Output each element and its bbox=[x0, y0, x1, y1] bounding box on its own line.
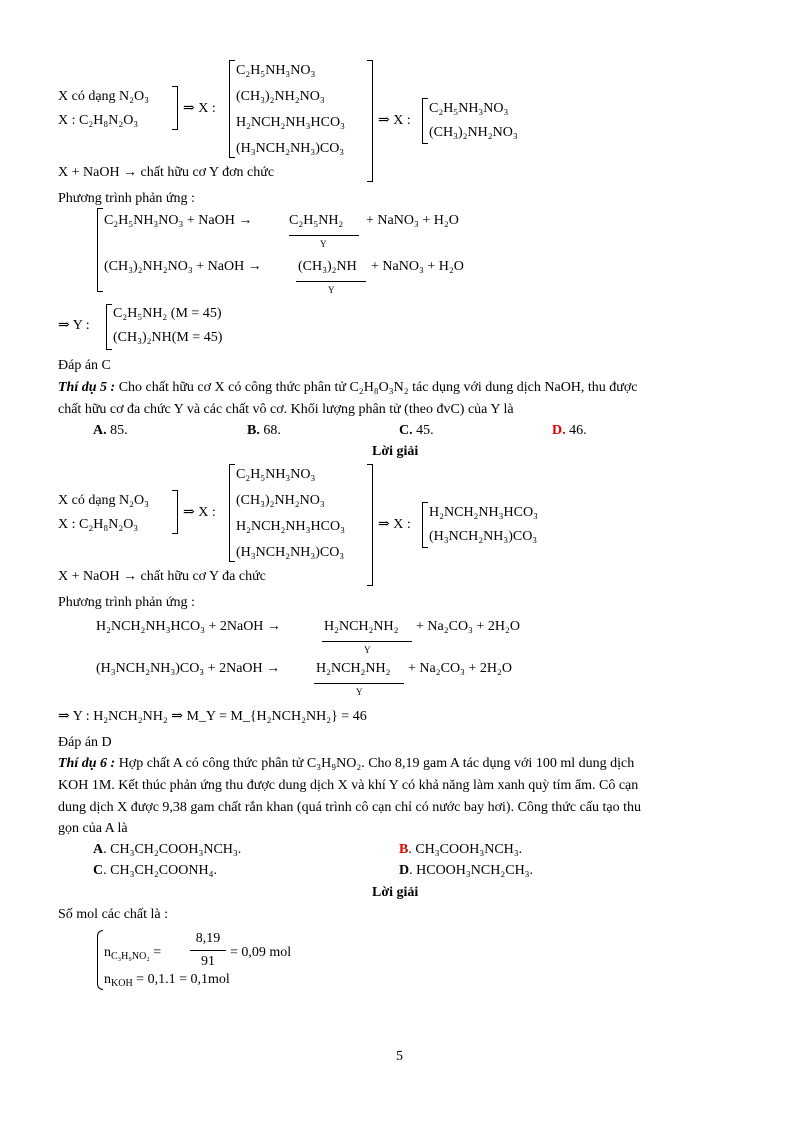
ex5-option-d bbox=[552, 424, 587, 438]
ex4-brace-conds bbox=[172, 86, 178, 130]
ex6-opt-d-text: . HCOOH₃NCH₂CH₃. bbox=[409, 863, 534, 878]
ex6-n1-num: 8,19 bbox=[195, 931, 221, 946]
ex5-eq2-y-label: Y bbox=[356, 687, 363, 697]
ex5-opt-a-key: A. bbox=[93, 423, 107, 438]
ex6-title: Thí dụ 6 : bbox=[58, 756, 116, 771]
ex4-y-arrow: ⇒ Y : bbox=[58, 318, 90, 333]
ex5-opt-b-key: B. bbox=[247, 423, 260, 438]
ex6-mol-label: Số mol các chất là : bbox=[58, 907, 169, 922]
ex5-arrow-x: ⇒ X : bbox=[183, 505, 216, 520]
ex5-eq1-right: + Na₂CO₃ + 2H₂O bbox=[416, 619, 520, 634]
ex4-cand-4: (H₃NCH₂NH₃)CO₃ bbox=[236, 141, 345, 156]
ex5-cand-2: (CH₃)₂NH₂NO₃ bbox=[236, 493, 325, 508]
ex4-eq2-right: + NaNO₃ + H₂O bbox=[371, 259, 464, 274]
ex6-q4: gọn của A là bbox=[58, 821, 128, 836]
ex4-cond1: X có dạng N₂O₃ bbox=[58, 89, 150, 104]
ex5-opt-a-text: 85. bbox=[106, 423, 128, 438]
ex6-n2-sub: KOH bbox=[111, 978, 133, 989]
ex5-question-line1 bbox=[58, 381, 638, 395]
ex5-cond2: X : C₂H₈N₂O₃ bbox=[58, 517, 139, 532]
ex6-n2 bbox=[104, 973, 230, 989]
ex5-conclusion: ⇒ Y : H₂NCH₂NH₂ ⇒ M_Y = M_{H₂NCH₂NH₂} = 46 bbox=[58, 709, 367, 724]
ex5-opt-d-text: 46. bbox=[565, 423, 587, 438]
ex4-result-2: (CH₃)₂NH₂NO₃ bbox=[429, 125, 518, 140]
ex6-q3: dung dịch X được 9,38 gam chất rắn khan (quá trình cô cạn chỉ có nước bay hơi). Công thức cấu tạo thu bbox=[58, 800, 642, 815]
ex4-cand-2: (CH₃)₂NH₂NO₃ bbox=[236, 89, 325, 104]
ex5-result-1: H₂NCH₂NH₃HCO₃ bbox=[429, 505, 538, 520]
ex4-cand-1: C₂H₅NH₃NO₃ bbox=[236, 63, 316, 78]
ex5-eq1-y-label: Y bbox=[364, 645, 371, 655]
ex5-eq2-right: + Na₂CO₃ + 2H₂O bbox=[408, 661, 512, 676]
ex6-opt-c-text: . CH₃CH₂COONH₄. bbox=[103, 863, 217, 878]
ex4-cond3: X + NaOH → chất hữu cơ Y đơn chức bbox=[58, 165, 275, 180]
ex4-pt-label: Phương trình phản ứng : bbox=[58, 191, 195, 206]
ex5-eq1-left: H₂NCH₂NH₃HCO₃ + 2NaOH → bbox=[96, 619, 281, 634]
ex4-y-bracket bbox=[106, 304, 112, 350]
ex4-eq-bracket bbox=[97, 208, 103, 292]
ex5-bracket-cands bbox=[229, 464, 235, 562]
ex6-n2-symbol: n bbox=[104, 972, 111, 987]
ex5-title: Thí dụ 5 : bbox=[58, 380, 116, 395]
ex6-n1-den: 91 bbox=[201, 954, 215, 969]
ex5-brace-conds bbox=[172, 490, 178, 534]
ex5-bracket-result bbox=[422, 502, 428, 548]
ex5-solution-heading: Lời giải bbox=[372, 444, 419, 459]
ex5-brace-big bbox=[367, 464, 373, 586]
ex5-cand-1: C₂H₅NH₃NO₃ bbox=[236, 467, 316, 482]
ex6-opt-c-key: C bbox=[93, 863, 104, 878]
ex5-eq2-y: H₂NCH₂NH₂ bbox=[316, 661, 391, 676]
ex6-q1: Hợp chất A có công thức phân tử C₃H₉NO₂. Cho 8,19 gam A tác dụng với 100 ml dung dịch bbox=[115, 756, 635, 771]
ex6-q2: KOH 1M. Kết thúc phản ứng thu được dung dịch X và khí Y có khả năng làm xanh quỳ tím ẩm. Cô cạn bbox=[58, 778, 639, 793]
ex4-bracket-cands bbox=[229, 60, 235, 158]
ex4-eq2-left: (CH₃)₂NH₂NO₃ + NaOH → bbox=[104, 259, 262, 274]
ex6-option-d bbox=[399, 864, 533, 878]
ex4-arrow-x2: ⇒ X : bbox=[378, 113, 411, 128]
ex4-brace-big bbox=[367, 60, 373, 182]
ex5-result-2: (H₃NCH₂NH₃)CO₃ bbox=[429, 529, 538, 544]
ex5-option-b bbox=[247, 424, 281, 438]
ex4-bracket-result bbox=[422, 98, 428, 144]
ex6-opt-b-key: B bbox=[399, 842, 409, 857]
ex5-eq2-underbrace bbox=[314, 679, 404, 684]
ex5-opt-c-key: C. bbox=[399, 423, 413, 438]
ex6-opt-a-key: A bbox=[93, 842, 104, 857]
ex4-eq1-y-label: Y bbox=[320, 239, 327, 249]
ex4-answer: Đáp án C bbox=[58, 358, 111, 373]
ex6-n1-fracbar bbox=[190, 950, 226, 951]
ex5-cand-3: H₂NCH₂NH₃HCO₃ bbox=[236, 519, 345, 534]
ex6-n1-sub: C₃H₉NO₂ bbox=[111, 951, 150, 962]
ex6-option-b bbox=[399, 843, 522, 857]
ex5-eq1-y: H₂NCH₂NH₂ bbox=[324, 619, 399, 634]
ex5-option-a bbox=[93, 424, 128, 438]
ex6-question-line1 bbox=[58, 757, 634, 771]
ex6-opt-d-key: D bbox=[399, 863, 410, 878]
ex5-answer: Đáp án D bbox=[58, 735, 112, 750]
ex5-opt-b-text: 68. bbox=[259, 423, 281, 438]
ex4-eq1-right: + NaNO₃ + H₂O bbox=[366, 213, 459, 228]
ex4-y1: C₂H₅NH₂ (M = 45) bbox=[113, 306, 222, 321]
ex6-option-a bbox=[93, 843, 241, 857]
ex5-opt-d-key: D. bbox=[552, 423, 566, 438]
ex5-cond3: X + NaOH → chất hữu cơ Y đa chức bbox=[58, 569, 266, 584]
ex4-eq1-underbrace bbox=[289, 231, 359, 236]
ex4-eq2-underbrace bbox=[296, 277, 366, 282]
ex4-cond2: X : C₂H₈N₂O₃ bbox=[58, 113, 139, 128]
ex5-eq2-left: (H₃NCH₂NH₃)CO₃ + 2NaOH → bbox=[96, 661, 281, 676]
ex4-arrow-x: ⇒ X : bbox=[183, 101, 216, 116]
ex5-cand-4: (H₃NCH₂NH₃)CO₃ bbox=[236, 545, 345, 560]
ex6-opt-b-text: . CH₃COOH₃NCH₃. bbox=[408, 842, 523, 857]
ex6-mol-brace bbox=[97, 930, 103, 990]
ex5-opt-c-text: 45. bbox=[412, 423, 434, 438]
ex6-n2-rhs: = 0,1.1 = 0,1mol bbox=[132, 972, 230, 987]
ex4-eq2-y-label: Y bbox=[328, 285, 335, 295]
ex6-solution-heading: Lời giải bbox=[372, 885, 419, 900]
ex6-option-c bbox=[93, 864, 217, 878]
ex5-option-c bbox=[399, 424, 434, 438]
ex5-eq1-underbrace bbox=[322, 637, 412, 642]
ex5-pt-label: Phương trình phản ứng : bbox=[58, 595, 195, 610]
ex5-question-2: chất hữu cơ đa chức Y và các chất vô cơ. Khối lượng phân tử (theo đvC) của Y là bbox=[58, 402, 514, 417]
ex6-n1-lhs: $n_{C_3H_9NO_2}$ = bbox=[104, 945, 162, 962]
ex5-arrow-x2: ⇒ X : bbox=[378, 517, 411, 532]
ex4-result-1: C₂H₅NH₃NO₃ bbox=[429, 101, 509, 116]
ex6-n1-symbol: n bbox=[104, 945, 111, 960]
ex6-n1-rhs: = 0,09 mol bbox=[230, 945, 292, 960]
ex4-y2: (CH₃)₂NH(M = 45) bbox=[113, 330, 223, 345]
ex5-question-1: Cho chất hữu cơ X có công thức phân tử C₂H₈O₃N₂ tác dụng với dung dịch NaOH, thu được bbox=[115, 380, 638, 395]
ex4-eq2-y: (CH₃)₂NH bbox=[298, 259, 357, 274]
ex4-eq1-left: C₂H₅NH₃NO₃ + NaOH → bbox=[104, 213, 253, 228]
page-number: 5 bbox=[396, 1049, 403, 1064]
ex5-cond1: X có dạng N₂O₃ bbox=[58, 493, 150, 508]
ex4-cand-3: H₂NCH₂NH₃HCO₃ bbox=[236, 115, 345, 130]
ex6-opt-a-text: . CH₃CH₂COOH₃NCH₃. bbox=[103, 842, 242, 857]
ex4-eq1-y: C₂H₅NH₂ bbox=[289, 213, 344, 228]
